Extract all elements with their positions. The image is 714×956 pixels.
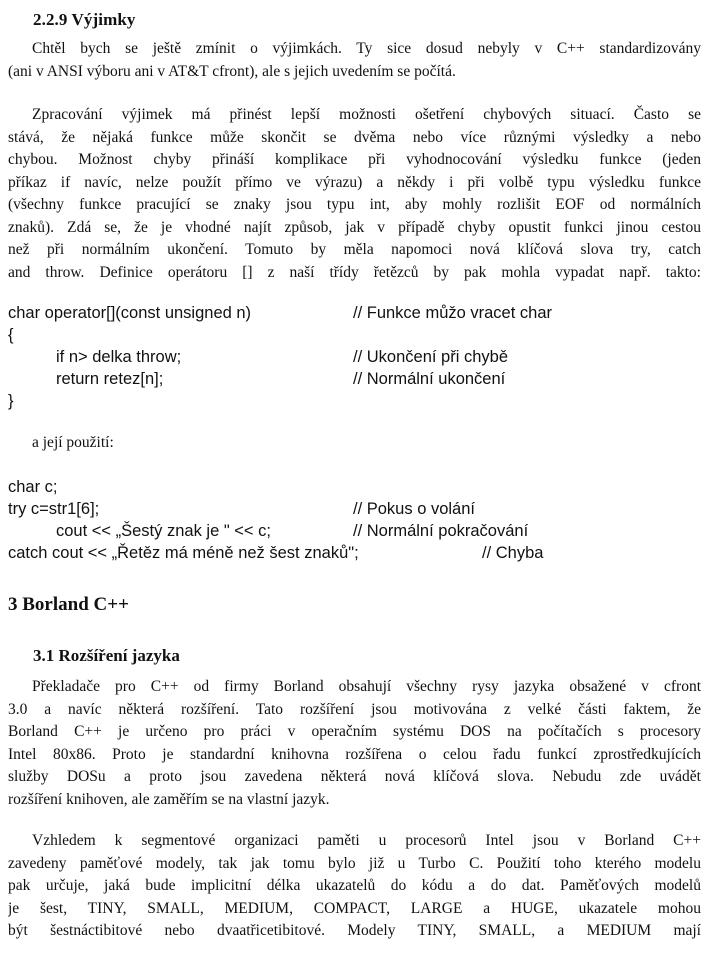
paragraph-memory-models [8, 830, 701, 943]
code-comment: // Chyba [482, 544, 544, 562]
code-text: cout << „Šestý znak je " << c; [56, 522, 271, 540]
text-line: je šest, TINY, SMALL, MEDIUM, COMPACT, LARGE a HUGE, ukazatele mohou [8, 899, 701, 917]
code-text: catch cout << „Řetěz má méně než šest znaků"; [8, 544, 359, 562]
text-line: stává, že nějaká funkce může skončit se dvěma nebo více různými výsledky a nebo [8, 128, 701, 146]
code-comment: // Normální pokračování [353, 522, 529, 540]
text-line: služby DOSu a proto jsou zavedena některá nová klíčová slova. Nebudu zde uvádět [8, 768, 701, 785]
text-line: Překladače pro C++ od firmy Borland obsahují všechny rysy jazyka obsažené v cfront [32, 678, 701, 695]
code-text: return retez[n]; [56, 370, 164, 388]
text-line: Borland C++ je určeno pro práci v operačním systému DOS na počítačích s procesory [8, 723, 701, 740]
text-line: and throw. Definice operátoru [] z naší třídy řetězců by pak mohla vypadat např. takto: [8, 263, 701, 281]
paragraph-borland-extensions [8, 676, 701, 811]
section-heading-2-2-9: 2.2.9 Výjimky [33, 10, 136, 29]
section-heading-3: 3 Borland C++ [8, 594, 129, 615]
usage-intro-text: a její použití: [32, 434, 114, 451]
code-text: char c; [8, 478, 58, 496]
text-line: příkaz if navíc, nelze použít přímo ve výrazu) a někdy i při volbě typu výsledku funkce [8, 173, 701, 191]
section-heading-3-1: 3.1 Rozšíření jazyka [33, 646, 180, 665]
code-text: try c=str1[6]; [8, 500, 100, 518]
text-line: pak určuje, jaká bude implicitní délka ukazatelů do kódu a do dat. Paměťových modelů [8, 877, 701, 894]
paragraph-exceptions-intro [8, 38, 701, 83]
text-line: znaků). Zdá se, že je vhodné najít způsob, jak v případě chyby opustit funkci jinou cestou [8, 218, 701, 236]
text-line: (ani v ANSI výboru ani v AT&T cfront), ale s jejich uvedením se počítá. [8, 62, 456, 80]
code-comment: // Pokus o volání [353, 500, 475, 518]
text-line: než při normálním ukončení. Tomuto by měla napomoci nová klíčová slova try, catch [8, 241, 701, 258]
text-line: být šestnáctibitové nebo dvaatřicetibitové. Modely TINY, SMALL, a MEDIUM mají [8, 922, 701, 939]
code-comment: // Ukončení při chybě [353, 348, 508, 366]
code-comment: // Normální ukončení [353, 370, 506, 388]
code-text: { [8, 326, 14, 344]
text-line: Vzhledem k segmentové organizaci paměti u procesorů Intel jsou v Borland C++ [32, 832, 701, 849]
code-text: if n> delka throw; [56, 348, 182, 366]
paragraph-exception-handling [8, 104, 701, 284]
text-line: chybou. Možnost chyby přináší komplikace při vyhodnocování výsledku funkce (jeden [8, 151, 701, 168]
text-line: Zpracování výjimek má přinést lepší možnosti ošetření chybových situací. Často se [32, 106, 701, 123]
text-line: Intel 80x86. Proto je standardní knihovna rozšířena o celou řadu funkcí zprostředkujících [8, 745, 701, 763]
code-comment: // Funkce můžo vracet char [353, 304, 552, 322]
text-line: (všechny funkce pracující se znaky jsou typu int, aby mohly rozlišit EOF od normálních [8, 196, 701, 213]
code-text: } [8, 392, 14, 410]
text-line: 3.0 a navíc některá rozšíření. Tato rozšíření jsou motivována z velké části faktem, že [8, 700, 701, 718]
code-text: char operator[](const unsigned n) [8, 304, 252, 322]
text-line: Chtěl bych se ještě zmínit o výjimkách. Ty sice dosud nebyly v C++ standardizovány [32, 40, 701, 57]
text-line: zavedeny paměťové modely, tak jak tomu bylo již u Turbo C. Použití toho kterého modelu [8, 854, 701, 872]
text-line: rozšíření knihoven, ale zaměřím se na vlastní jazyk. [8, 790, 330, 808]
